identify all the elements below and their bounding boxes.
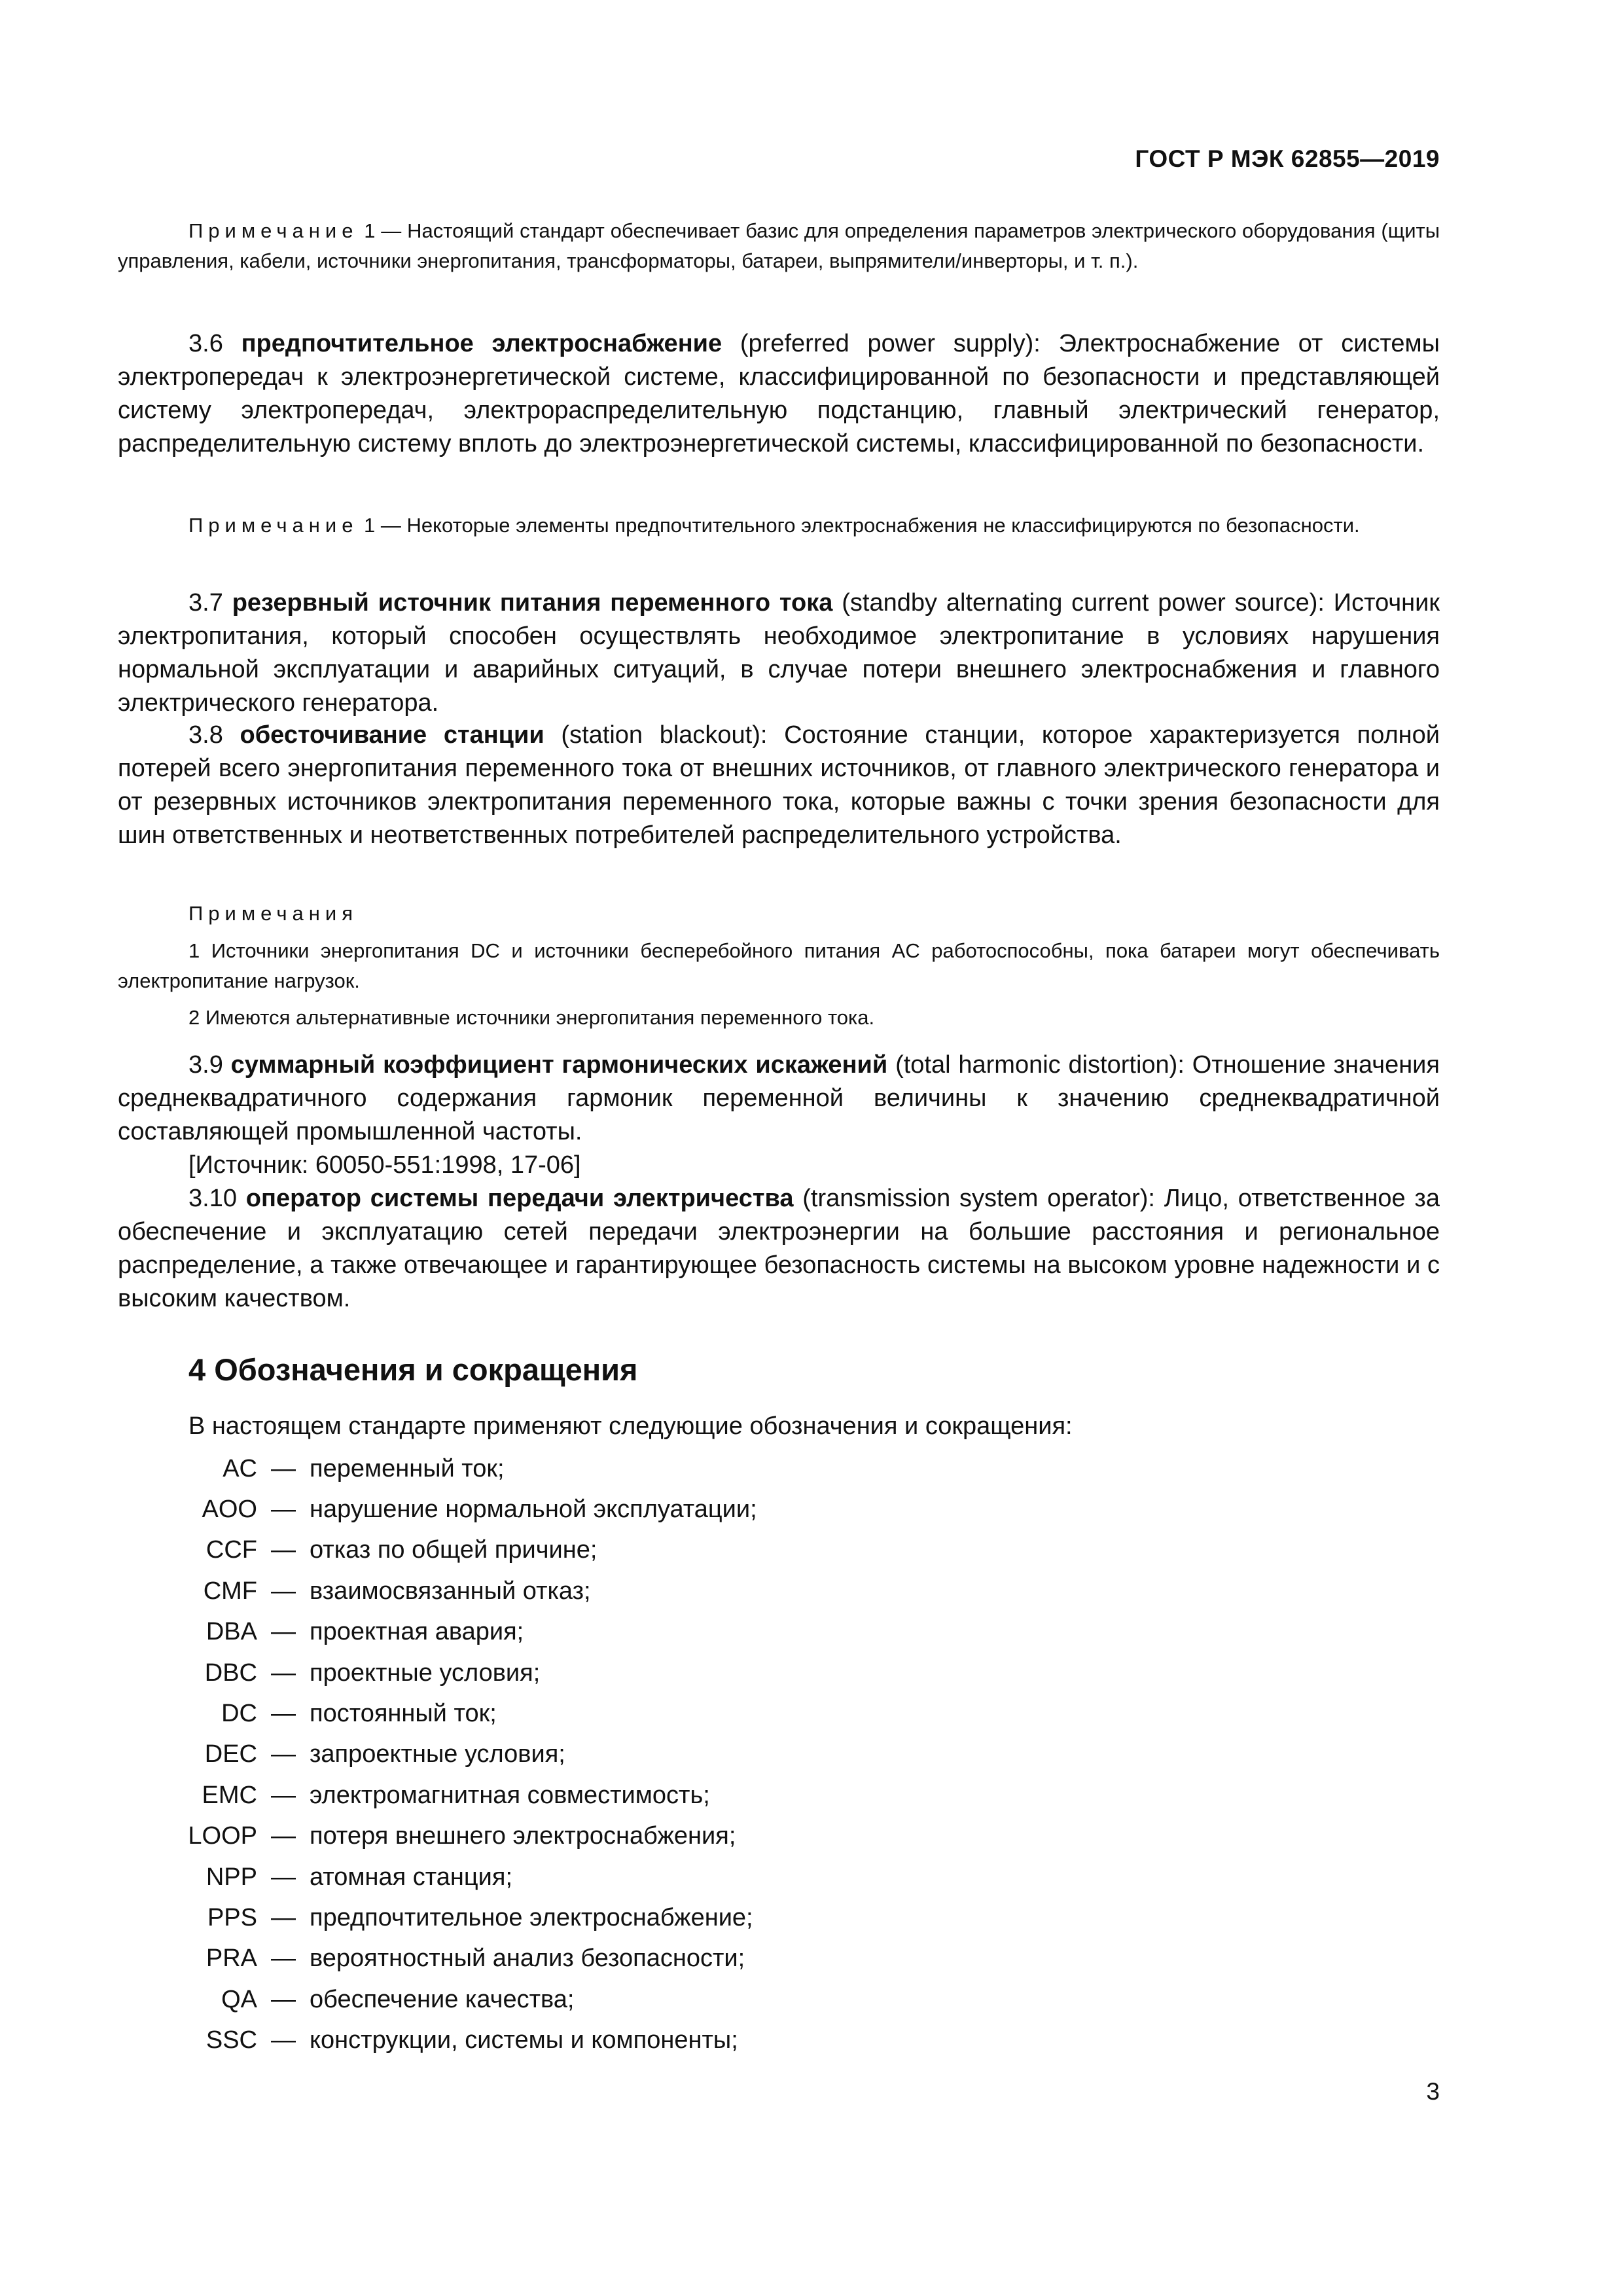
definition-3-10 [118, 1182, 1440, 1316]
abbr-term: SSC [205, 2026, 257, 2054]
def-term: резервный источник питания переменного тока [232, 589, 833, 617]
abbr-dash: — [271, 1618, 296, 1646]
abbr-dash: — [271, 1454, 296, 1482]
abbr-definition: обеспечение качества; [310, 1985, 575, 2013]
list-item [118, 1857, 1099, 1897]
abbr-term: DBC [204, 1659, 257, 1687]
note-3-8-item-2: 2 Имеются альтернативные источники энергопитания переменного тока. [188, 1006, 875, 1029]
list-item [118, 1571, 1099, 1611]
abbr-term: AC [223, 1454, 257, 1482]
def-term: предпочтительное электроснабжение [241, 330, 722, 357]
definition-3-9-source: [Источник: 60050-551:1998, 17-06] [188, 1151, 581, 1179]
note-3-8-item-1: 1 Источники энергопитания DC и источники бесперебойного питания AC работоспособны, пока батареи могут обеспечивать электропитание нагрузок. [118, 939, 1440, 992]
abbr-term: DC [221, 1700, 257, 1728]
def-text: (station blackout): Состояние станции, которое характеризуется полной потерей всего энергопитания переменного тока от внешних источников, от главного электрического генератора и от резервных источников электропитания переменного тока, которые важны с точки зрения безопасности для шин ответственных и неответственных потребителей распределительного устройства. [118, 721, 1440, 849]
abbr-dash: — [271, 1740, 296, 1768]
abbr-term: CMF [203, 1577, 257, 1605]
abbr-term: QA [221, 1985, 257, 2013]
section-4-intro: В настоящем стандарте применяют следующие обозначения и сокращения: [188, 1412, 1073, 1440]
abbr-term: DBA [205, 1618, 257, 1646]
abbr-dash: — [271, 1577, 296, 1605]
note-label: Примечание [188, 219, 359, 242]
abbr-dash: — [271, 1659, 296, 1687]
list-item [118, 1939, 1099, 1979]
def-number: 3.6 [188, 330, 241, 357]
abbr-definition: вероятностный анализ безопасности; [310, 1945, 745, 1973]
abbr-definition: проектная авария; [310, 1618, 524, 1646]
list-item [118, 1530, 1099, 1571]
abbr-definition: проектные условия; [310, 1659, 541, 1687]
abbr-term: AOO [202, 1496, 257, 1524]
def-number: 3.10 [188, 1185, 246, 1212]
abbr-dash: — [271, 1496, 296, 1524]
list-item [118, 1653, 1099, 1693]
definition-3-6 [118, 327, 1440, 461]
abbr-term: DEC [204, 1740, 257, 1768]
abbr-term: PRA [205, 1945, 257, 1973]
definition-3-7 [118, 586, 1440, 720]
list-item [118, 2020, 1099, 2060]
abbr-dash: — [271, 1945, 296, 1973]
def-term: обесточивание станции [240, 721, 544, 749]
notes-3-8-label-line [118, 899, 1440, 929]
list-item [118, 1734, 1099, 1775]
note-intro [118, 216, 1440, 276]
def-text: (total harmonic distortion): Отношение значения среднеквадратичного содержания гармоник переменной величины к значению среднеквадратичной составляющей промышленной частоты. [118, 1051, 1440, 1145]
abbr-definition: нарушение нормальной эксплуатации; [310, 1496, 757, 1524]
abbr-term: NPP [205, 1863, 257, 1891]
abbr-dash: — [271, 1822, 296, 1850]
note-3-6 [118, 511, 1440, 541]
abbr-term: CCF [205, 1536, 257, 1564]
note-label: Примечание [188, 514, 359, 537]
abbr-definition: запроектные условия; [310, 1740, 565, 1768]
notes-label: Примечания [188, 902, 358, 925]
abbr-dash: — [271, 1781, 296, 1809]
list-item [118, 1448, 1099, 1489]
page-number: 3 [1426, 2078, 1440, 2105]
abbr-definition: потеря внешнего электроснабжения; [310, 1822, 736, 1850]
list-item [118, 1775, 1099, 1816]
abbr-definition: электромагнитная совместимость; [310, 1781, 710, 1809]
def-text: (preferred power supply): Электроснабжение от системы электропередач к электроэнергетической системе, классифицированной по безопасности и представляющей систему электропередач, электрораспределительную подстанцию, главный электрический генератор, распределительную систему вплоть до электроэнергетической системы, классифицированной по безопасности. [118, 330, 1440, 457]
abbr-definition: предпочтительное электроснабжение; [310, 1903, 753, 1931]
abbr-dash: — [271, 1536, 296, 1564]
list-item [118, 1612, 1099, 1653]
abbr-definition: постоянный ток; [310, 1700, 497, 1728]
abbr-definition: отказ по общей причине; [310, 1536, 597, 1564]
definition-3-8 [118, 719, 1440, 852]
def-number: 3.7 [188, 589, 232, 617]
def-text: (transmission system operator): Лицо, ответственное за обеспечение и эксплуатацию сетей передачи электроэнергии на большие расстояния и региональное распределение, а также отвечающее и гарантирующее безопасность системы на высоком уровне надежности и с высоким качеством. [118, 1185, 1440, 1312]
abbr-dash: — [271, 2026, 296, 2054]
def-number: 3.8 [188, 721, 240, 749]
def-term: оператор системы передачи электричества [245, 1185, 794, 1212]
abbr-definition: переменный ток; [310, 1454, 505, 1482]
list-item [118, 1979, 1099, 2020]
section-4-heading: 4 Обозначения и сокращения [188, 1352, 638, 1387]
abbr-term: EMC [202, 1781, 257, 1809]
abbr-term: LOOP [188, 1822, 257, 1850]
def-term: суммарный коэффициент гармонических искажений [230, 1051, 888, 1079]
abbr-dash: — [271, 1985, 296, 2013]
abbr-term: PPS [207, 1903, 257, 1931]
abbr-definition: взаимосвязанный отказ; [310, 1577, 591, 1605]
list-item [118, 1897, 1099, 1938]
def-text: (standby alternating current power source): Источник электропитания, который способен осуществлять необходимое электропитание в условиях нарушения нормальной эксплуатации и аварийных ситуаций, в случае потери внешнего электроснабжения и главного электрического генератора. [118, 589, 1440, 717]
abbr-definition: атомная станция; [310, 1863, 513, 1891]
note-text: 1 — Настоящий стандарт обеспечивает базис для определения параметров электрического оборудования (щиты управления, кабели, источники энергопитания, трансформаторы, батареи, выпрямители/инверторы, и т. п.). [118, 219, 1440, 272]
list-item [118, 1489, 1099, 1530]
def-number: 3.9 [188, 1051, 231, 1079]
list-item [118, 1816, 1099, 1857]
abbr-definition: конструкции, системы и компоненты; [310, 2026, 738, 2054]
list-item [118, 1693, 1099, 1734]
document-header: ГОСТ Р МЭК 62855—2019 [1135, 145, 1440, 172]
abbr-dash: — [271, 1903, 296, 1931]
abbr-dash: — [271, 1863, 296, 1891]
note-text: 1 — Некоторые элементы предпочтительного электроснабжения не классифицируются по безопасности. [358, 514, 1360, 537]
abbreviation-list [118, 1448, 1099, 2061]
abbr-dash: — [271, 1700, 296, 1728]
definition-3-9 [118, 1049, 1440, 1149]
